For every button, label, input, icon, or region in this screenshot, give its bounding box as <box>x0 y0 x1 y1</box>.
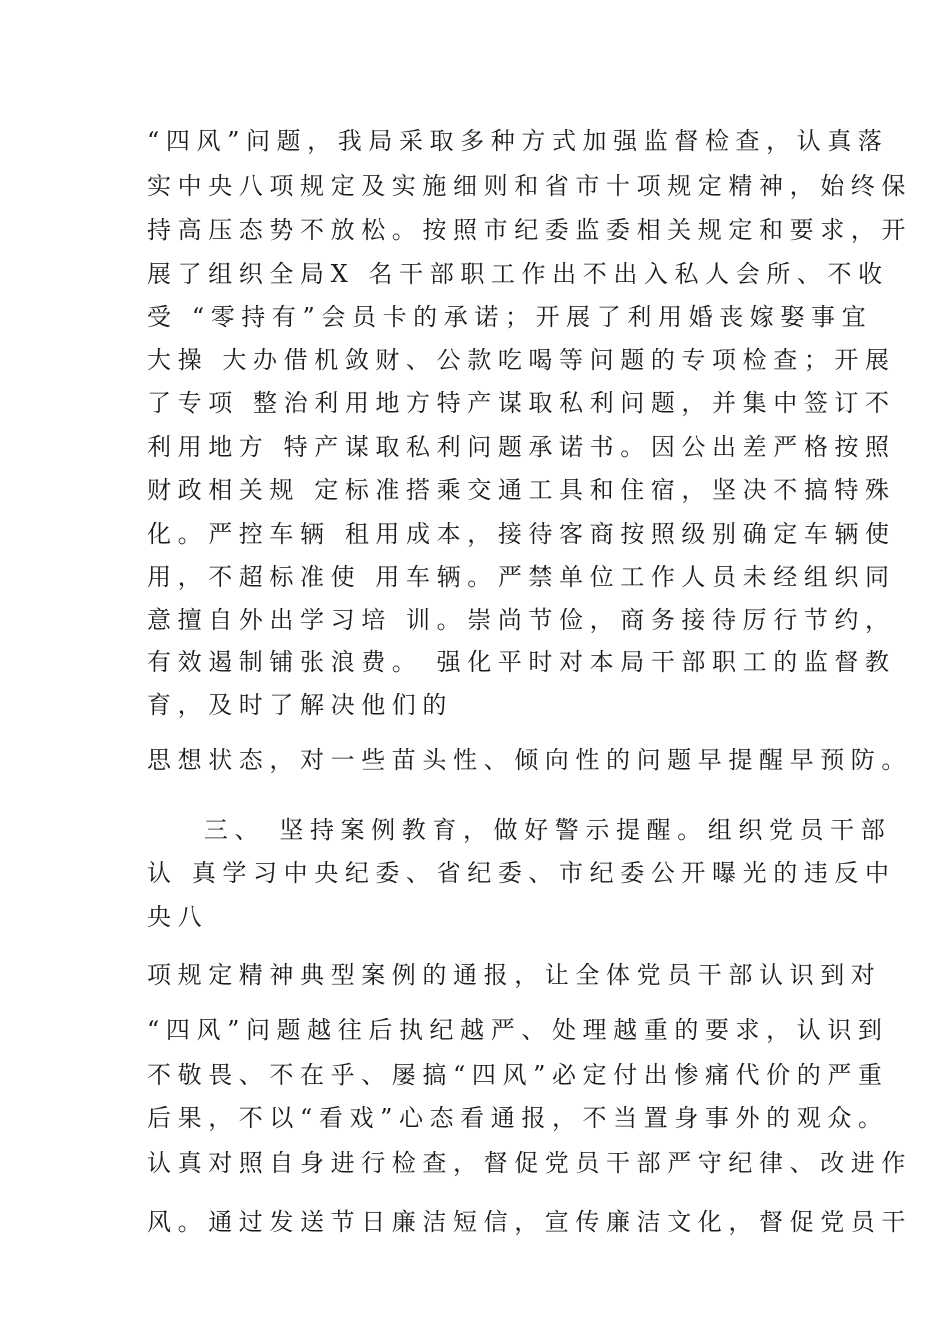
paragraph-line: 认真对照自身进行检查，督促党员干部严守纪律、改进作 <box>147 1149 912 1177</box>
paragraph-line: 化。严控车辆 租用成本，接待客商按照级别确定车辆使 <box>147 520 896 548</box>
section-heading-line: 三、 坚持案例教育，做好警示提醒。组织党员干部 <box>147 816 892 844</box>
paragraph-line: 项规定精神典型案例的通报，让全体党员干部认识到对 <box>147 961 882 989</box>
paragraph-line: 持高压态势不放松。按照市纪委监委相关规定和要求，开 <box>147 216 912 244</box>
paragraph-line: 利用地方 特产谋取私利问题承诺书。因公出差严格按照 <box>147 433 896 461</box>
paragraph-line: “四风”问题越往后执纪越严、处理越重的要求，认识到 <box>147 1016 889 1044</box>
paragraph-line: 后果，不以“看戏”心态看通报，不当置身事外的观众。 <box>147 1104 889 1132</box>
paragraph-line: 用，不超标准使 用车辆。严禁单位工作人员未经组织同 <box>147 563 896 591</box>
paragraph-line: 展了组织全局X 名干部职工作出不出入私人会所、不收 <box>147 260 889 288</box>
paragraph-line: 了专项 整治利用地方特产谋取私利问题，并集中签订不 <box>147 389 896 417</box>
paragraph-line: 财政相关规 定标准搭乘交通工具和住宿，坚决不搞特殊 <box>147 476 896 504</box>
paragraph-line: 思想状态，对一些苗头性、倾向性的问题早提醒早预防。 <box>147 746 912 774</box>
paragraph-line: 不敬畏、不在乎、屡搞“四风”必定付出惨痛代价的严重 <box>147 1061 889 1089</box>
paragraph-line: 受 “零持有”会员卡的承诺；开展了利用婚丧嫁娶事宜 <box>147 303 873 331</box>
paragraph-line: 认 真学习中央纪委、省纪委、市纪委公开曝光的违反中 <box>147 859 896 887</box>
paragraph-line: 风。通过发送节日廉洁短信，宣传廉洁文化，督促党员干 <box>147 1208 912 1236</box>
paragraph-line: “四风”问题，我局采取多种方式加强监督检查，认真落 <box>147 127 889 155</box>
paragraph-line: 意擅自外出学习培 训。崇尚节俭，商务接待厉行节约， <box>147 606 896 634</box>
paragraph-line: 央八 <box>147 903 209 931</box>
paragraph-line: 大操 大办借机敛财、公款吃喝等问题的专项检查；开展 <box>147 346 896 374</box>
paragraph-line: 实中央八项规定及实施细则和省市十项规定精神，始终保 <box>147 172 912 200</box>
paragraph-line: 有效遏制铺张浪费。 强化平时对本局干部职工的监督教 <box>147 648 896 676</box>
paragraph-line: 育，及时了解决他们的 <box>147 691 453 719</box>
